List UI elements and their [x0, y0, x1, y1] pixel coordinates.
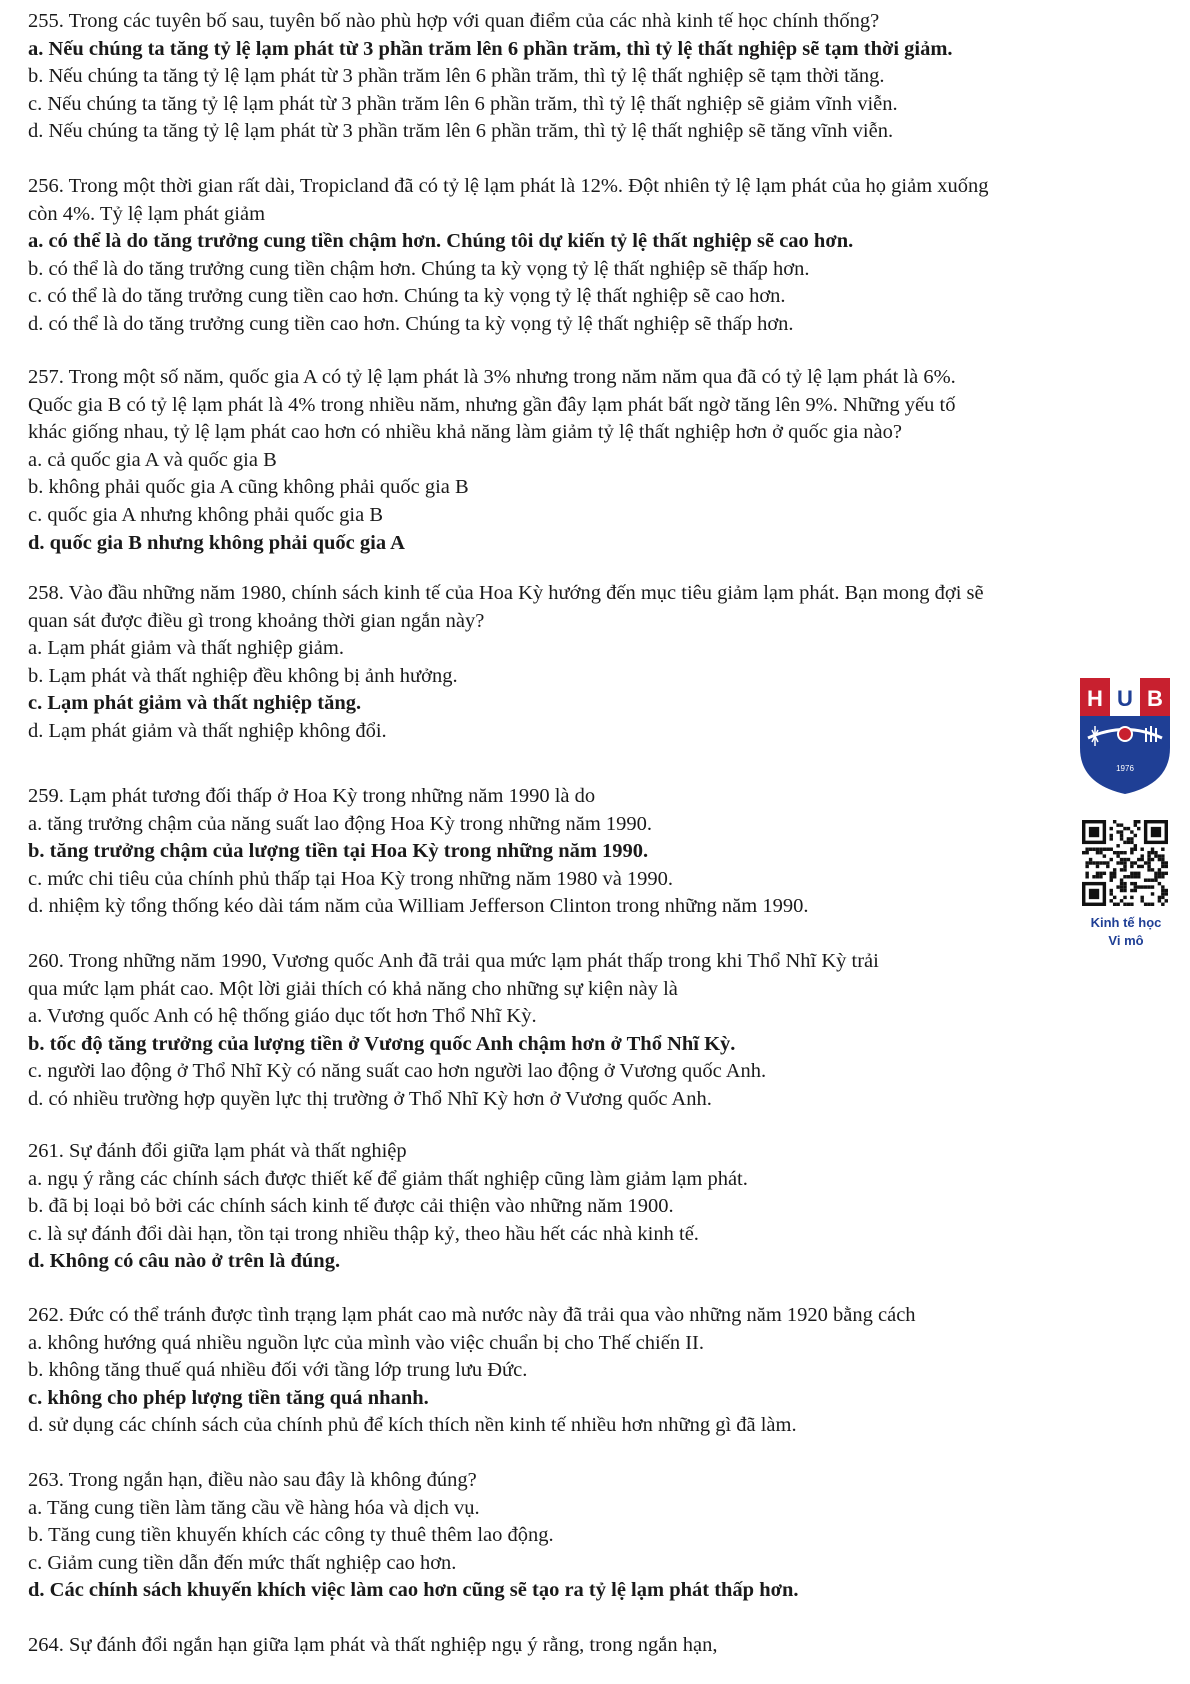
question-stem: còn 4%. Tỷ lệ lạm phát giảm: [28, 202, 266, 225]
answer-option: a. Lạm phát giảm và thất nghiệp giảm.: [28, 637, 344, 660]
answer-option: d. sử dụng các chính sách của chính phủ để kích thích nền kinh tế nhiều hơn những gì đã làm.: [28, 1414, 797, 1437]
brand-caption-line2: Vi mô: [1108, 933, 1144, 948]
question-block: [28, 1632, 1168, 1660]
answer-option: c. quốc gia A nhưng không phải quốc gia B: [28, 503, 384, 526]
answer-option: c. Giảm cung tiền dẫn đến mức thất nghiệp cao hơn.: [28, 1551, 457, 1574]
brand-caption-line1: Kinh tế học: [1090, 915, 1162, 930]
answer-option: b. đã bị loại bỏ bởi các chính sách kinh tế được cải thiện vào những năm 1900.: [28, 1195, 674, 1218]
answer-option-correct: b. tăng trưởng chậm của lượng tiền tại Hoa Kỳ trong những năm 1990.: [28, 840, 649, 863]
question-block: [28, 8, 1168, 146]
answer-option: b. có thể là do tăng trưởng cung tiền chậm hơn. Chúng ta kỳ vọng tỷ lệ thất nghiệp sẽ thấp hơn.: [28, 257, 810, 280]
question-block: [28, 948, 1168, 1114]
answer-option: c. là sự đánh đổi dài hạn, tồn tại trong nhiều thập kỷ, theo hầu hết các nhà kinh tế.: [28, 1222, 699, 1245]
answer-option: d. nhiệm kỳ tổng thống kéo dài tám năm của William Jefferson Clinton trong những năm 1990.: [28, 895, 809, 918]
question-stem: Quốc gia B có tỷ lệ lạm phát là 4% trong nhiều năm, nhưng gần đây lạm phát bất ngờ tăng lên 9%. Những yếu tố: [28, 393, 956, 416]
answer-option: d. Lạm phát giảm và thất nghiệp không đổi.: [28, 719, 387, 742]
qr-code: [1082, 820, 1168, 906]
answer-option: d. Nếu chúng ta tăng tỷ lệ lạm phát từ 3 phần trăm lên 6 phần trăm, thì tỷ lệ thất nghiệp sẽ tăng vĩnh viễn.: [28, 120, 894, 143]
answer-option: a. Tăng cung tiền làm tăng cầu về hàng hóa và dịch vụ.: [28, 1496, 480, 1519]
answer-option-correct: b. tốc độ tăng trưởng của lượng tiền ở Vương quốc Anh chậm hơn ở Thổ Nhĩ Kỳ.: [28, 1032, 736, 1055]
question-stem: 262. Đức có thể tránh được tình trạng lạm phát cao mà nước này đã trải qua vào những năm 1920 bằng cách: [28, 1304, 916, 1326]
answer-option: c. Nếu chúng ta tăng tỷ lệ lạm phát từ 3 phần trăm lên 6 phần trăm, thì tỷ lệ thất nghiệp sẽ giảm vĩnh viễn.: [28, 92, 898, 115]
answer-option: c. người lao động ở Thổ Nhĩ Kỳ có năng suất cao hơn người lao động ở Vương quốc Anh.: [28, 1060, 767, 1083]
answer-option-correct: c. Lạm phát giảm và thất nghiệp tăng.: [28, 692, 362, 715]
question-stem: 258. Vào đầu những năm 1980, chính sách kinh tế của Hoa Kỳ hướng đến mục tiêu giảm lạm phát. Bạn mong đợi sẽ: [28, 582, 984, 604]
question-stem: 259. Lạm phát tương đối thấp ở Hoa Kỳ trong những năm 1990 là do: [28, 785, 596, 807]
question-stem: quan sát được điều gì trong khoảng thời gian ngắn này?: [28, 609, 485, 632]
question-stem: 260. Trong những năm 1990, Vương quốc Anh đã trải qua mức lạm phát thấp trong khi Thổ Nhĩ Kỳ trải: [28, 950, 879, 972]
answer-option: d. có thể là do tăng trưởng cung tiền cao hơn. Chúng ta kỳ vọng tỷ lệ thất nghiệp sẽ thấp hơn.: [28, 312, 794, 335]
answer-option: b. không tăng thuế quá nhiều đối với tầng lớp trung lưu Đức.: [28, 1359, 528, 1382]
answer-option-correct: a. Nếu chúng ta tăng tỷ lệ lạm phát từ 3 phần trăm lên 6 phần trăm, thì tỷ lệ thất nghiệp sẽ tạm thời giảm.: [28, 37, 953, 60]
answer-option: b. Tăng cung tiền khuyến khích các công ty thuê thêm lao động.: [28, 1524, 554, 1547]
answer-option: a. cả quốc gia A và quốc gia B: [28, 448, 277, 471]
answer-option: a. Vương quốc Anh có hệ thống giáo dục tốt hơn Thổ Nhĩ Kỳ.: [28, 1005, 537, 1028]
answer-option-correct: d. quốc gia B nhưng không phải quốc gia A: [28, 531, 405, 554]
logo-year: 1976: [1116, 764, 1134, 773]
answer-option-correct: d. Không có câu nào ở trên là đúng.: [28, 1250, 341, 1273]
question-stem: 263. Trong ngắn hạn, điều nào sau đây là không đúng?: [28, 1469, 477, 1491]
logo-letter-h: H: [1087, 686, 1103, 711]
question-stem: 256. Trong một thời gian rất dài, Tropicland đã có tỷ lệ lạm phát là 12%. Đột nhiên tỷ lệ lạm phát của họ giảm xuống: [28, 175, 989, 197]
answer-option: d. có nhiều trường hợp quyền lực thị trường ở Thổ Nhĩ Kỳ hơn ở Vương quốc Anh.: [28, 1087, 712, 1110]
question-stem: qua mức lạm phát cao. Một lời giải thích có khả năng cho những sự kiện này là: [28, 977, 678, 1000]
question-stem: khác giống nhau, tỷ lệ lạm phát cao hơn có nhiều khả năng làm giảm tỷ lệ thất nghiệp hơn ở quốc gia nào?: [28, 421, 902, 444]
logo-letter-b: B: [1147, 686, 1163, 711]
question-stem: 264. Sự đánh đổi ngắn hạn giữa lạm phát và thất nghiệp ngụ ý rằng, trong ngắn hạn,: [28, 1634, 718, 1656]
answer-option: a. ngụ ý rằng các chính sách được thiết kế để giảm thất nghiệp cũng làm giảm lạm phát.: [28, 1167, 748, 1190]
question-block: [28, 1467, 1168, 1605]
answer-option: c. có thể là do tăng trưởng cung tiền cao hơn. Chúng ta kỳ vọng tỷ lệ thất nghiệp sẽ cao hơn.: [28, 285, 786, 308]
question-stem: 257. Trong một số năm, quốc gia A có tỷ lệ lạm phát là 3% nhưng trong năm năm qua đã có tỷ lệ lạm phát là 6%.: [28, 366, 956, 388]
question-stem: 255. Trong các tuyên bố sau, tuyên bố nào phù hợp với quan điểm của các nhà kinh tế học chính thống?: [28, 10, 880, 32]
university-logo: [1078, 676, 1172, 796]
logo-letter-u: U: [1117, 686, 1133, 711]
question-block: [28, 580, 1168, 746]
answer-option-correct: a. có thể là do tăng trưởng cung tiền chậm hơn. Chúng tôi dự kiến tỷ lệ thất nghiệp sẽ cao hơn.: [28, 230, 854, 253]
question-block: [28, 1302, 1168, 1440]
answer-option-correct: c. không cho phép lượng tiền tăng quá nhanh.: [28, 1386, 429, 1409]
answer-option: b. Nếu chúng ta tăng tỷ lệ lạm phát từ 3 phần trăm lên 6 phần trăm, thì tỷ lệ thất nghiệp sẽ tạm thời tăng.: [28, 65, 885, 88]
answer-option: b. không phải quốc gia A cũng không phải quốc gia B: [28, 476, 469, 499]
answer-option: c. mức chi tiêu của chính phủ thấp tại Hoa Kỳ trong những năm 1980 và 1990.: [28, 867, 674, 890]
question-block: [28, 783, 1168, 921]
answer-option-correct: d. Các chính sách khuyến khích việc làm cao hơn cũng sẽ tạo ra tỷ lệ lạm phát thấp hơn.: [28, 1579, 799, 1602]
question-block: [28, 173, 1168, 339]
answer-option: a. không hướng quá nhiều nguồn lực của mình vào việc chuẩn bị cho Thế chiến II.: [28, 1331, 704, 1354]
question-block: [28, 1138, 1168, 1276]
answer-option: a. tăng trưởng chậm của năng suất lao động Hoa Kỳ trong những năm 1990.: [28, 812, 653, 835]
question-stem: 261. Sự đánh đổi giữa lạm phát và thất nghiệp: [28, 1140, 407, 1162]
answer-option: b. Lạm phát và thất nghiệp đều không bị ảnh hưởng.: [28, 664, 458, 687]
question-block: [28, 364, 1168, 557]
